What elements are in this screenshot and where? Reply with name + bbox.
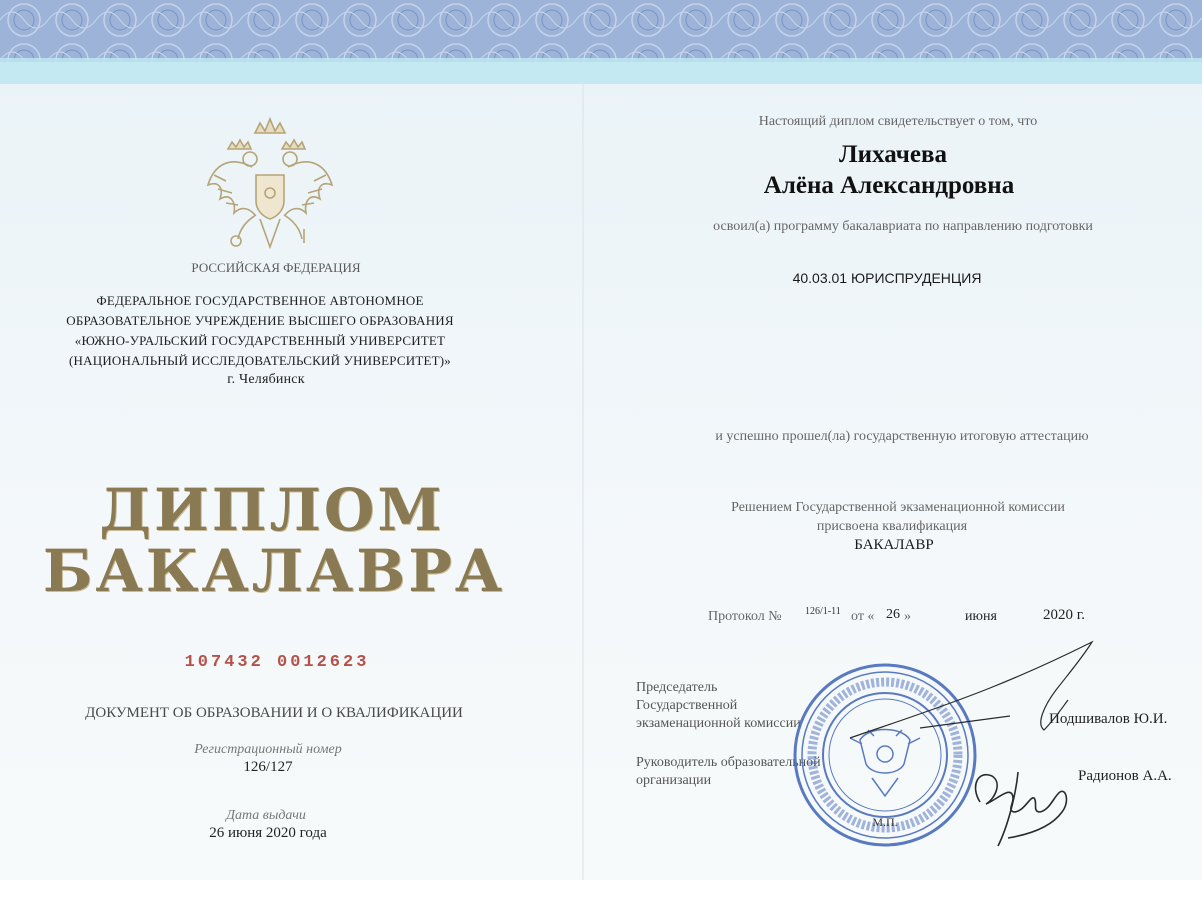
decision-text-1: Решением Государственной экзаменационной комиссии [731, 500, 1065, 515]
chair-signature-mark [830, 628, 1120, 758]
protocol-month: июня [965, 609, 997, 624]
stamp-mark-label: М.П. [872, 815, 898, 829]
country-label: РОССИЙСКАЯ ФЕДЕРАЦИЯ [191, 260, 361, 275]
chair-title-line-3: экзаменационной комиссии [636, 716, 801, 731]
institution-line-1: ФЕДЕРАЛЬНОЕ ГОСУДАРСТВЕННОЕ АВТОНОМНОЕ [96, 293, 424, 308]
protocol-label: Протокол № [708, 609, 782, 624]
registration-number-label: Регистрационный номер [194, 742, 342, 757]
chair-title-line-2: Государственной [636, 698, 738, 713]
document-type-label: ДОКУМЕНТ ОБ ОБРАЗОВАНИИ И О КВАЛИФИКАЦИИ [85, 705, 463, 721]
chair-name: Подшивалов Ю.И. [1049, 711, 1168, 727]
decision-text-2: присвоена квалификация [816, 519, 968, 534]
attestation-text: и успешно прошел(ла) государственную итоговую аттестацию [715, 429, 1089, 444]
registration-number-value: 126/127 [243, 759, 293, 775]
head-name: Радионов А.А. [1078, 768, 1172, 784]
program-text: освоил(а) программу бакалавриата по направлению подготовки [713, 219, 1093, 234]
intro-text: Настоящий диплом свидетельствует о том, что [758, 114, 1038, 129]
protocol-from-label: от « [851, 609, 875, 624]
graduate-surname: Лихачева [839, 141, 947, 168]
institution-line-2: ОБРАЗОВАТЕЛЬНОЕ УЧРЕЖДЕНИЕ ВЫСШЕГО ОБРАЗОВАНИЯ [66, 313, 454, 328]
issue-date-label: Дата выдачи [226, 808, 306, 823]
program-name: 40.03.01 ЮРИСПРУДЕНЦИЯ [792, 270, 982, 286]
protocol-close-quote: » [904, 609, 911, 624]
graduate-given-names: Алёна Александровна [763, 172, 1015, 199]
diploma-title-line-2: БАКАЛАВРА [42, 537, 506, 605]
head-title-line-1: Руководитель образовательной [636, 755, 821, 770]
chair-title-line-1: Председатель [636, 680, 718, 695]
institution-line-3: «ЮЖНО-УРАЛЬСКИЙ ГОСУДАРСТВЕННЫЙ УНИВЕРСИТЕТ [74, 333, 446, 348]
protocol-day: 26 [886, 607, 900, 622]
protocol-number: 126/1-11 [805, 606, 841, 617]
institution-line-4: (НАЦИОНАЛЬНЫЙ ИССЛЕДОВАТЕЛЬСКИЙ УНИВЕРСИТЕТ)» [69, 353, 451, 368]
issue-date-value: 26 июня 2020 года [209, 825, 327, 841]
city-label: г. Челябинск [227, 372, 305, 387]
coat-of-arms-emblem [200, 115, 340, 260]
head-signature-mark [962, 742, 1082, 852]
serial-number: 107432 0012623 [184, 653, 370, 672]
qualification-value: БАКАЛАВР [854, 537, 934, 553]
diploma-title-line-1: ДИПЛОМ [99, 476, 445, 544]
head-title-line-2: организации [636, 773, 712, 788]
protocol-year: 2020 г. [1043, 607, 1085, 623]
